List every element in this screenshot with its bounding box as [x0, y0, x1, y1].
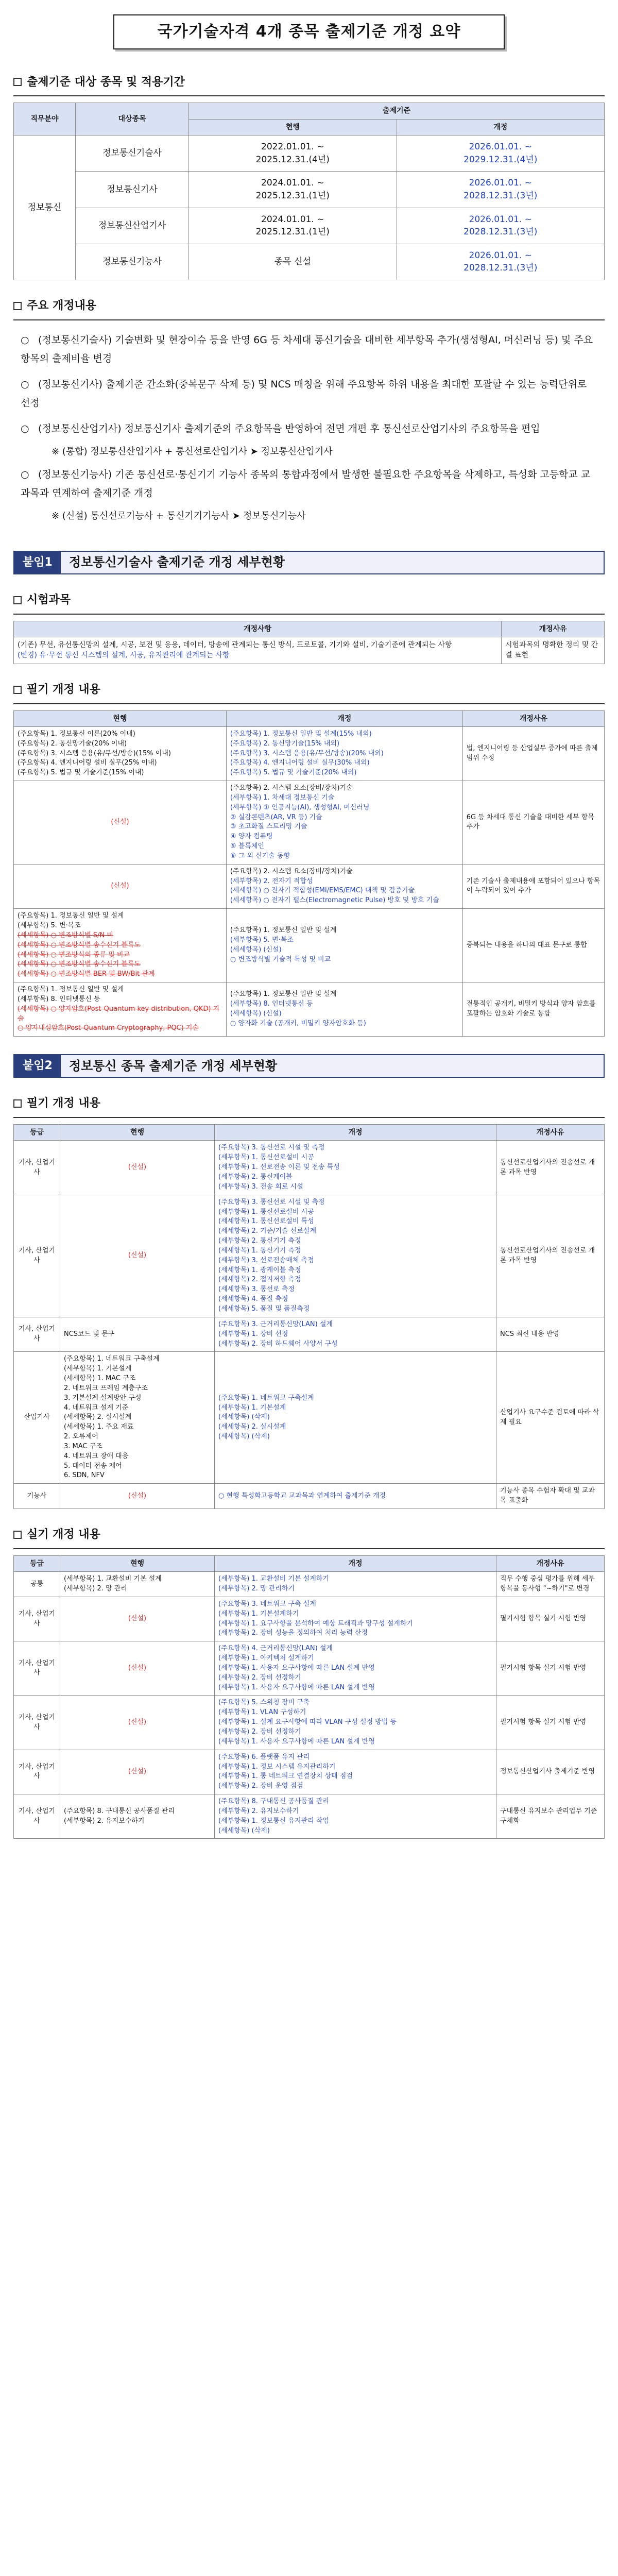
current-cell: (신설)	[60, 1484, 215, 1509]
table-row	[14, 1572, 605, 1597]
target-new: 2026.01.01. ~ 2028.12.31.(3년)	[397, 244, 605, 280]
cell-line: (주요항목) 2. 시스템 요소(장비/장치)기술	[230, 784, 353, 792]
cell-line: (세부항목) 1. VLAN 구성하기	[218, 1708, 306, 1717]
subject-after: (변경) 유·무선 통신 시스템의 설계, 시공, 유지관리에 관계되는 사항	[18, 651, 230, 660]
bullet-3: ○ (정보통신산업기사) 정보통신기사 출제기준의 주요항목을 반영하여 전면 개편 후 통신선로산업기사의 주요항목을 편입	[21, 423, 540, 435]
reason-cell: 전통적인 공개키, 비밀키 방식과 양자 암호를 포괄하는 암호화 기술로 통합	[462, 982, 604, 1037]
reason-cell: 6G 등 차세대 통신 기술을 대비한 세부 항목 추가	[462, 781, 604, 865]
current-cell: (주요항목) 1. 네트워크 구축설계 (세부항목) 1. 기본설계 (세세항목) 1. MAC 구조 2. 네트워크 프레임 계층구조 3. 기본설계 설계방안 구성 4. 네트워크 설계 기준 (세세항목) 2. 실시설계 (세세항목) 1. 주요 재료 2. 오류제어 3. MAC 구조 4. 네트워크 장애 대응 5. 데이터 전송 제어 6. SDN, NFV	[60, 1352, 215, 1484]
cell-line: (세부항목) 3. 선로전송매체 측정	[218, 1256, 314, 1264]
reason-cell: 통신선로산업기사의 전송선로 개론 과목 반영	[496, 1195, 605, 1317]
cell-line: (세부항목) 1. 통신선로설비 시공	[218, 1208, 314, 1216]
table-row	[14, 1641, 605, 1696]
target-row	[14, 135, 605, 171]
table-row	[14, 726, 605, 781]
cell-line: (세세항목) ○ 전자기 적합성(EMI/EMS/EMC) 대책 및 검증기술	[230, 887, 415, 895]
cell-line: (주요항목) 4. 엔지니어링 설비 실무(25% 이내)	[18, 759, 157, 767]
grade-cell: 공통	[14, 1572, 60, 1597]
cell-line: (세세항목) ○ 변조방식의 종류 및 비교	[18, 951, 130, 959]
square-bullet-icon	[13, 1099, 22, 1108]
cell-line: (세세항목) 1. 광케이블 측정	[218, 1266, 301, 1274]
cell-line: ② 실감콘텐츠(AR, VR 등) 기술	[230, 813, 322, 821]
cell-line: (세부항목) 2. 망 관리하기	[218, 1585, 295, 1593]
cell-line: (세세항목) ○ 변조방식별 송수신기 블록도	[18, 941, 141, 949]
main-bullets	[13, 327, 605, 533]
target-name: 정보통신산업기사	[76, 208, 189, 244]
cell-line: ⑤ 블록체인	[230, 842, 264, 851]
square-bullet-icon	[13, 1531, 22, 1539]
cell-line: ○ 현행 특성화고등학교 교과목과 연계하여 출제기준 개정	[218, 1492, 386, 1500]
cell-line: (세부항목) 5. 변·복조	[18, 922, 81, 929]
target-new: 2026.01.01. ~ 2028.12.31.(3년)	[397, 172, 605, 208]
cell-line: (세부항목) 1. 통신선로설비 시공	[218, 1154, 314, 1162]
part2-section1-heading: 필기 개정 내용	[13, 1091, 605, 1118]
reason-cell: 필기시험 항목 실기 시험 반영	[496, 1696, 605, 1750]
field-cell: 정보통신	[14, 135, 76, 280]
part1-section2-heading: 필기 개정 내용	[13, 677, 605, 704]
grade-cell: 기사, 산업기사	[14, 1597, 60, 1641]
table-row	[14, 781, 605, 865]
cell-line: (세부항목) 1. 선로전송 이론 및 전송 특성	[218, 1163, 340, 1172]
cell-line: (세부항목) 1. 정보통신 유지관리 작업	[218, 1817, 329, 1825]
table-row	[14, 864, 605, 908]
cell-line: (주요항목) 4. 근거리통신망(LAN) 설계	[218, 1645, 333, 1653]
cell-line: (세부항목) 2. 장비 하드웨어 사양서 구성	[218, 1340, 338, 1348]
cell-line: ③ 초고화질 스트리밍 기술	[230, 823, 307, 831]
cell-line: (세세항목) (삭제)	[218, 1433, 270, 1441]
table-row	[14, 982, 605, 1037]
cell-line: (주요항목) 1. 정보통신 일반 및 설계	[18, 986, 124, 994]
bullet-4: ○ (정보통신기능사) 기존 통신선로·통신기기 기능사 종목의 통합과정에서 발생한 불필요한 주요항목을 삭제하고, 특성화 고등학교 교과목과 연계하여 출제기준 개정	[21, 468, 591, 499]
cell-line: (주요항목) 1. 정보통신 일반 및 설계	[230, 926, 337, 935]
target-name: 정보통신기능사	[76, 244, 189, 280]
cell-line: (주요항목) 8. 구내통신 공사품질 관리	[218, 1798, 329, 1806]
current-cell: (신설)	[60, 1750, 215, 1794]
cell-line: (세부항목) 1. 통 네트워크 연결장치 상태 점검	[218, 1772, 353, 1781]
page-title: 국가기술자격 4개 종목 출제기준 개정 요약	[113, 14, 505, 49]
cell-line: (세부항목) 1. 기본설계하기	[218, 1609, 299, 1618]
cell-line: (세세항목) ○ 변조방식별 BER 및 BW/Bit 관계	[18, 970, 155, 978]
table-row	[14, 1750, 605, 1794]
table-row	[14, 909, 605, 982]
cell-line: (세부항목) 2. 장비 성능을 정의하여 처리 능력 산정	[218, 1629, 368, 1637]
part1-tag: 붙임1	[14, 552, 61, 573]
section-main-heading	[13, 294, 605, 320]
part1-subject-table: 개정사항 개정사유 (기존) 무선, 유선통신망의 설계, 시공, 보전 및 응용, 데이터, 방송에 관계되는 통신 방식, 프로토콜, 기기와 설비, 기술기준에 관계되는 사항 (변경) 유·무선 통신 시스템의 설계, 시공, 유지관리에 관계되는 사항 시험과목의 명확한 정리 및 간결 표현	[13, 621, 605, 664]
target-current: 2024.01.01. ~ 2025.12.31.(1년)	[189, 208, 397, 244]
cell-line: (세세항목) 2. 접지저항 측정	[218, 1276, 301, 1284]
col-standard: 출제기준	[189, 103, 605, 119]
cell-line: (주요항목) 2. 통신망기술(15% 내외)	[230, 739, 340, 748]
part1-written-table: 현행 개정 개정사유 (주요항목) 1. 정보통신 이론(20% 이내) (주요항목) 2. 통신망기술(20% 이내) (주요항목) 3. 시스템 응용(유/무선/방송)(15% 이내) (주요항목) 4. 엔지니어링 설비 실무(25% 이내) (주요항목) 5. 법규 및 기술기준(15% 이내) (주요항목) 1. 정보통신 일반 및 설계(15% 내외) (주요항목) 2. 통신망기술(15% 내외) (주요항목) 3. 시스템 응용(유/무선/방송)(20% 내외) (주요항목) 4. 엔지니어링 설비 실무(30% 내외) (주요항목) 5. 법규 및 기술기준(20% 내외) 법, 엔지니어링 등 산업실무 증가에 따른 출제범위 수정 (신설) (주요항목) 2. 시스템 요소(장비/장치)기술 (세부항목) 1. 차세대 정보통신 기술 (세부항목) ① 인공지능(AI), 생성형AI, 머신러닝 ② 실감콘텐츠(AR, VR 등) 기술 ③ 초고화질 스트리밍 기술 ④ 양자 컴퓨팅 ⑤ 블록체인 ⑥ 그 외 신기술 동향 6G 등 차세대 통신 기술을 대비한 세부 항목 추가 (신설) (주요항목) 2. 시스템 요소(장비/장치)기술 (세부항목) 2. 전자기 적합성 (세세항목) ○ 전자기 적합성(EMI/EMS/EMC) 대책 및 검증기술 (세세항목) ○ 전자기 펄스(Electromagnetic Pulse) 방호 및 방호 기술 기존 기술사 출제내용에 포함되어 있으나 항목이 누락되어 있어 추가 (주요항목) 1. 정보통신 일반 및 설계 (세부항목) 5. 변·복조 (세세항목) ○ 변조방식별 S/N 비 (세세항목) ○ 변조방식별 송수신기 블록도 (세세항목) ○ 변조방식의 종류 및 비교 (세세항목) ○ 변조방식별 송수신기 블록도 (세세항목) ○ 변조방식별 BER 및 BW/Bit 관계 (주요항목) 1. 정보통신 일반 및 설계 (세부항목) 5. 변·복조 (세세항목) (신설) ○ 변조방식별 기술적 특성 및 비교 중복되는 내용을 하나의 대표 문구로 통합 (주요항목) 1. 정보통신 일반 및 설계 (세부항목) 8. 인터넷통신 등 (세세항목) ○ 양자암호(Post-Quantum key distribution, QKD) 기술 ○ 양자내성암호(Post-Quantum Cryptography, PQC) 기술 (주요항목) 1. 정보통신 일반 및 설계 (세부항목) 8. 인터넷통신 등 (세세항목) (신설) ○ 양자화 기술 (공개키, 비밀키 양자암호화 등) 전통적인 공개키, 비밀키 방식과 양자 암호를 포괄하는 암호화 기술로 통합	[13, 710, 605, 1037]
grade-cell: 기사, 산업기사	[14, 1195, 60, 1317]
cell-line: (주요항목) 1. 정보통신 일반 및 설계	[230, 990, 337, 998]
col-field: 직무분야	[14, 103, 76, 135]
cell-line: (세부항목) 1. 아키텍처 설계하기	[218, 1654, 314, 1663]
cell-line: (세세항목) ○ 양자암호(Post-Quantum key distribution, QKD) 기술	[18, 1005, 220, 1023]
square-bullet-icon	[13, 596, 22, 604]
cell-line: (세세항목) 2. 기준/기술 선로설계	[218, 1227, 317, 1235]
cell-line: (세부항목) 1. 정보 시스템 유지관리하기	[218, 1762, 336, 1771]
cell-line: (주요항목) 5. 법규 및 기술기준(20% 내외)	[230, 769, 357, 777]
cell-line: (세부항목) 2. 장비 운영 점검	[218, 1782, 303, 1790]
cell-line: (세세항목) (삭제)	[218, 1413, 270, 1421]
cell-line: (주요항목) 3. 통신선로 시설 및 측정	[218, 1144, 325, 1152]
reason-cell: 산업기사 요구수준 검토에 따라 삭제 필요	[496, 1352, 605, 1484]
cell-line: (세부항목) 2. 유지보수하기	[218, 1807, 299, 1815]
reason-cell: 법, 엔지니어링 등 산업실무 증가에 따른 출제범위 수정	[462, 726, 604, 781]
cell-line: ○ 양자내성암호(Post-Quantum Cryptography, PQC) 기술	[18, 1024, 199, 1032]
cell-line: (세세항목) (신설)	[230, 946, 282, 954]
target-current: 2024.01.01. ~ 2025.12.31.(1년)	[189, 172, 397, 208]
cell-line: (세부항목) 1. 사용자 요구사항에 따른 LAN 설계 반영	[218, 1664, 375, 1672]
cell-line: (세세항목) 5. 품질 및 품질측정	[218, 1304, 310, 1313]
part2-written-table: 등급 현행 개정 개정사유 기사, 산업기사 (신설) (주요항목) 3. 통신선로 시설 및 측정 (세부항목) 1. 통신선로설비 시공 (세부항목) 1. 선로전송 이론 및 전송 특성 (세부항목) 2. 통신케이블 (세부항목) 3. 전송 회로 시설 통신선로산업기사의 전송선로 개론 과목 반영 기사, 산업기사 (신설) (주요항목) 3. 통신선로 시설 및 측정 (세부항목) 1. 통신선로설비 시공 (세세항목) 1. 통신선로설비 특성 (세세항목) 2. 기준/기술 선로설계 (세부항목) 2. 통신기기 측정 (세세항목) 1. 통신기기 측정 (세부항목) 3. 선로전송매체 측정 (세세항목) 1. 광케이블 측정 (세세항목) 2. 접지저항 측정 (세세항목) 3. 통선로 측정 (세세항목) 4. 품질 측정 (세세항목) 5. 품질 및 품질측정 통신선로산업기사의 전송선로 개론 과목 반영 기사, 산업기사 NCS코드 및 문구 (주요항목) 3. 근거리통신망(LAN) 설계 (세부항목) 1. 장비 선정 (세부항목) 2. 장비 하드웨어 사양서 구성 NCS 최신 내용 반영 산업기사 (주요항목) 1. 네트워크 구축설계 (세부항목) 1. 기본설계 (세세항목) 1. MAC 구조 2. 네트워크 프레임 계층구조 3. 기본설계 설계방안 구성 4. 네트워크 설계 기준 (세세항목) 2. 실시설계 (세세항목) 1. 주요 재료 2. 오류제어 3. MAC 구조 4. 네트워크 장애 대응 5. 데이터 전송 제어 6. SDN, NFV (주요항목) 1. 네트워크 구축설계 (세부항목) 1. 기본설계 (세세항목) (삭제) (세세항목) 2. 실시설계 (세세항목) (삭제) 산업기사 요구수준 검토에 따라 삭제 필요 기능사 (신설) ○ 현행 특성화고등학교 교과목과 연계하여 출제기준 개정 기능사 종목 수험자 확대 및 교과목 표출화	[13, 1124, 605, 1509]
cell-line: (세부항목) 3. 전송 회로 시설	[218, 1182, 303, 1191]
cell-line: (주요항목) 3. 통신선로 시설 및 측정	[218, 1198, 325, 1206]
cell-line: (주요항목) 3. 근거리통신망(LAN) 설계	[218, 1320, 333, 1328]
cell-line: (세부항목) 2. 장비 선정하기	[218, 1728, 301, 1736]
cell-line: (신설)	[111, 818, 129, 826]
cell-line: (세세항목) 1. 통신선로설비 특성	[218, 1217, 314, 1226]
reason-cell: 중복되는 내용을 하나의 대표 문구로 통합	[462, 909, 604, 982]
subject-before: (기존) 무선, 유선통신망의 설계, 시공, 보전 및 응용, 데이터, 방송에 관계되는 통신 방식, 프로토콜, 기기와 설비, 기술기준에 관계되는 사항	[18, 641, 452, 650]
grade-cell: 기사, 산업기사	[14, 1750, 60, 1794]
cell-line: ④ 양자 컴퓨팅	[230, 833, 273, 841]
table-row	[14, 1317, 605, 1352]
square-bullet-icon	[13, 78, 22, 86]
grade-cell: 산업기사	[14, 1352, 60, 1484]
reason-cell: 정보통신산업기사 출제기준 반영	[496, 1750, 605, 1794]
note-4: ※ (신설) 통신선로기능사 + 통신기기기능사 ➤ 정보통신기능사	[52, 510, 306, 521]
cell-line: (주요항목) 2. 통신망기술(20% 이내)	[18, 739, 127, 748]
section-target-heading	[13, 70, 605, 97]
target-row	[14, 208, 605, 244]
target-current: 2022.01.01. ~ 2025.12.31.(4년)	[189, 135, 397, 171]
cell-line: (신설)	[111, 882, 129, 890]
part2-bar	[13, 1054, 605, 1078]
current-cell: (신설)	[60, 1696, 215, 1750]
grade-cell: 기사, 산업기사	[14, 1141, 60, 1195]
cell-line: (세부항목) ① 인공지능(AI), 생성형AI, 머신러닝	[230, 803, 370, 811]
section-target-title: 출제기준 대상 종목 및 적용기간	[27, 75, 185, 89]
grade-cell: 기사, 산업기사	[14, 1641, 60, 1696]
cell-line: (세부항목) 5. 변·복조	[230, 936, 294, 944]
grade-cell: 기능사	[14, 1484, 60, 1509]
target-table	[13, 103, 605, 280]
cell-line: (세부항목) 1. 요구사항을 분석하여 예상 트래픽과 망구성 설계하기	[218, 1619, 413, 1628]
bullet-2: ○ (정보통신기사) 출제기준 간소화(중복문구 삭제 등) 및 NCS 매칭을 위해 주요항목 하위 내용을 최대한 포괄할 수 있는 능력단위로 선정	[21, 379, 587, 409]
col-current: 현행	[189, 119, 397, 135]
cell-line: (세세항목) 2. 실시설계	[218, 1423, 286, 1431]
cell-line: (세세항목) 3. 통선로 측정	[218, 1285, 295, 1294]
reason-cell: 필기시험 항목 실기 시험 반영	[496, 1641, 605, 1696]
cell-line: (세부항목) 1. 기본설계	[218, 1403, 286, 1412]
cell-line: ○ 양자화 기술 (공개키, 비밀키 양자암호화 등)	[230, 1020, 366, 1028]
grade-cell: 기사, 산업기사	[14, 1696, 60, 1750]
current-cell: (세부항목) 1. 교환설비 기본 설계 (세부항목) 2. 망 관리	[60, 1572, 215, 1597]
part1-bar	[13, 551, 605, 574]
cell-line: (세세항목) ○ 변조방식별 송수신기 블록도	[18, 960, 141, 969]
reason-cell: 통신선로산업기사의 전송선로 개론 과목 반영	[496, 1141, 605, 1195]
current-cell: (신설)	[60, 1141, 215, 1195]
cell-line: (세부항목) 2. 전자기 적합성	[230, 877, 313, 885]
part2-practical-table: 등급 현행 개정 개정사유 공통 (세부항목) 1. 교환설비 기본 설계 (세부항목) 2. 망 관리 (세부항목) 1. 교환설비 기본 설계하기 (세부항목) 2. 망 관리하기 직무 수행 중심 평가를 위해 세부항목을 동사형 "~하기"로 변경 기사, 산업기사 (신설) (주요항목) 3. 네트워크 구축 설계 (세부항목) 1. 기본설계하기 (세부항목) 1. 요구사항을 분석하여 예상 트래픽과 망구성 설계하기 (세부항목) 2. 장비 성능을 정의하여 처리 능력 산정 필기시험 항목 실기 시험 반영 기사, 산업기사 (신설) (주요항목) 4. 근거리통신망(LAN) 설계 (세부항목) 1. 아키텍처 설계하기 (세부항목) 1. 사용자 요구사항에 따른 LAN 설계 반영 (세부항목) 2. 장비 선정하기 (세부항목) 1. 사용자 요구사항에 따른 LAN 설계 반영 필기시험 항목 실기 시험 반영 기사, 산업기사 (신설) (주요항목) 5. 스위칭 장비 구축 (세부항목) 1. VLAN 구성하기 (세부항목) 1. 설계 요구사항에 따라 VLAN 구성 설정 방법 등 (세부항목) 2. 장비 선정하기 (세부항목) 1. 사용자 요구사항에 따른 LAN 설계 반영 필기시험 항목 실기 시험 반영 기사, 산업기사 (신설) (주요항목) 6. 플랫폼 유지 관리 (세부항목) 1. 정보 시스템 유지관리하기 (세부항목) 1. 통 네트워크 연결장치 상태 점검 (세부항목) 2. 장비 운영 점검 정보통신산업기사 출제기준 반영 기사, 산업기사 (주요항목) 8. 구내통신 공사품질 관리 (세부항목) 2. 유지보수하기 (주요항목) 8. 구내통신 공사품질 관리 (세부항목) 2. 유지보수하기 (세부항목) 1. 정보통신 유지관리 작업 (세세항목) (삭제) 구내통신 유지보수 관리업무 기준 구체화	[13, 1555, 605, 1839]
cell-line: (세세항목) ○ 전자기 펄스(Electromagnetic Pulse) 방호 및 방호 기술	[230, 896, 439, 905]
cell-line: (세세항목) 4. 품질 측정	[218, 1295, 288, 1303]
cell-line: (주요항목) 5. 법규 및 기술기준(15% 이내)	[18, 769, 144, 777]
table-row	[14, 1484, 605, 1509]
col-name: 대상종목	[76, 103, 189, 135]
table-row	[14, 1352, 605, 1484]
cell-line: (주요항목) 1. 정보통신 일반 및 설계	[18, 912, 124, 920]
cell-line: (주요항목) 1. 네트워크 구축설계	[218, 1394, 314, 1402]
cell-line: (주요항목) 3. 시스템 응용(유/무선/방송)(20% 내외)	[230, 749, 384, 757]
square-bullet-icon	[13, 302, 22, 310]
cell-line: (주요항목) 3. 네트워크 구축 설계	[218, 1600, 316, 1608]
grade-cell: 기사, 산업기사	[14, 1317, 60, 1352]
target-name: 정보통신기술사	[76, 135, 189, 171]
target-new: 2026.01.01. ~ 2029.12.31.(4년)	[397, 135, 605, 171]
cell-line: (세부항목) 1. 설계 요구사항에 따라 VLAN 구성 설정 방법 등	[218, 1718, 397, 1726]
cell-line: (주요항목) 3. 시스템 응용(유/무선/방송)(15% 이내)	[18, 749, 171, 757]
table-row	[14, 1696, 605, 1750]
cell-line: (세부항목) 2. 장비 선정하기	[218, 1673, 301, 1682]
cell-line: (주요항목) 6. 플랫폼 유지 관리	[218, 1753, 310, 1761]
cell-line: ⑥ 그 외 신기술 동향	[230, 852, 290, 860]
cell-line: (세부항목) 1. 장비 선정	[218, 1330, 288, 1338]
cell-line: (세부항목) 1. 사용자 요구사항에 따른 LAN 설계 반영	[218, 1683, 375, 1691]
part1-title: 정보통신기술사 출제기준 개정 세부현황	[61, 552, 604, 573]
cell-line: (주요항목) 5. 스위칭 장비 구축	[218, 1699, 310, 1707]
cell-line: (세부항목) 8. 인터넷통신 등	[230, 1000, 313, 1008]
reason-cell: 필기시험 항목 실기 시험 반영	[496, 1597, 605, 1641]
cell-line: (세세항목) (삭제)	[218, 1826, 270, 1835]
current-cell: (주요항목) 8. 구내통신 공사품질 관리 (세부항목) 2. 유지보수하기	[60, 1794, 215, 1839]
table-row	[14, 1794, 605, 1839]
part1-section1-heading: 시험과목	[13, 588, 605, 615]
target-row	[14, 244, 605, 280]
cell-line: (주요항목) 1. 정보통신 일반 및 설계(15% 내외)	[230, 730, 372, 738]
target-current: 종목 신설	[189, 244, 397, 280]
cell-line: (주요항목) 1. 정보통신 이론(20% 이내)	[18, 730, 135, 738]
square-bullet-icon	[13, 686, 22, 694]
part2-section2-heading: 실기 개정 내용	[13, 1522, 605, 1549]
cell-line: (주요항목) 4. 엔지니어링 설비 실무(30% 내외)	[230, 759, 370, 767]
note-3: ※ (통합) 정보통신산업기사 + 통신선로산업기사 ➤ 정보통신산업기사	[52, 446, 333, 457]
cell-line: (세부항목) 1. 차세대 정보통신 기술	[230, 793, 335, 802]
current-cell: NCS코드 및 문구	[60, 1317, 215, 1352]
current-cell: (신설)	[60, 1641, 215, 1696]
section-main-title: 주요 개정내용	[27, 299, 97, 313]
cell-line: ○ 변조방식별 기술적 특성 및 비교	[230, 955, 331, 963]
table-row	[14, 1141, 605, 1195]
part2-title: 정보통신 종목 출제기준 개정 세부현황	[61, 1055, 604, 1077]
current-cell: (신설)	[60, 1597, 215, 1641]
table-row	[14, 1597, 605, 1641]
grade-cell: 기사, 산업기사	[14, 1794, 60, 1839]
cell-line: (세부항목) 1. 사용자 요구사항에 따른 LAN 설계 반영	[218, 1737, 375, 1745]
reason-cell: NCS 최신 내용 반영	[496, 1317, 605, 1352]
cell-line: (세부항목) 1. 교환설비 기본 설계하기	[218, 1575, 329, 1583]
cell-line: (세부항목) 2. 통신케이블	[218, 1173, 293, 1181]
current-cell: (신설)	[60, 1195, 215, 1317]
cell-line: (세세항목) ○ 변조방식별 S/N 비	[18, 931, 113, 939]
target-new: 2026.01.01. ~ 2028.12.31.(3년)	[397, 208, 605, 244]
part2-tag: 붙임2	[14, 1055, 61, 1077]
reason-cell: 기능사 종목 수험자 확대 및 교과목 표출화	[496, 1484, 605, 1509]
target-row	[14, 172, 605, 208]
reason-cell: 기존 기술사 출제내용에 포함되어 있으나 항목이 누락되어 있어 추가	[462, 864, 604, 908]
reason-cell: 구내통신 유지보수 관리업무 기준 구체화	[496, 1794, 605, 1839]
col-new: 개정	[397, 119, 605, 135]
table-row	[14, 1195, 605, 1317]
cell-line: (주요항목) 2. 시스템 요소(장비/장치)기술	[230, 867, 353, 875]
bullet-1: ○ (정보통신기술사) 기술변화 및 현장이슈 등을 반영 6G 등 차세대 통신기술을 대비한 세부항목 추가(생성형AI, 머신러닝 등) 및 주요항목의 출제비율 변경	[21, 334, 593, 365]
target-name: 정보통신기사	[76, 172, 189, 208]
reason-cell: 직무 수행 중심 평가를 위해 세부항목을 동사형 "~하기"로 변경	[496, 1572, 605, 1597]
cell-line: (세부항목) 8. 인터넷통신 등	[18, 995, 100, 1003]
cell-line: (세부항목) 2. 통신기기 측정	[218, 1237, 301, 1245]
cell-line: (세세항목) 1. 통신기기 측정	[218, 1246, 301, 1255]
subject-reason: 시험과목의 명확한 정리 및 간결 표현	[502, 637, 605, 664]
cell-line: (세세항목) (신설)	[230, 1010, 282, 1018]
